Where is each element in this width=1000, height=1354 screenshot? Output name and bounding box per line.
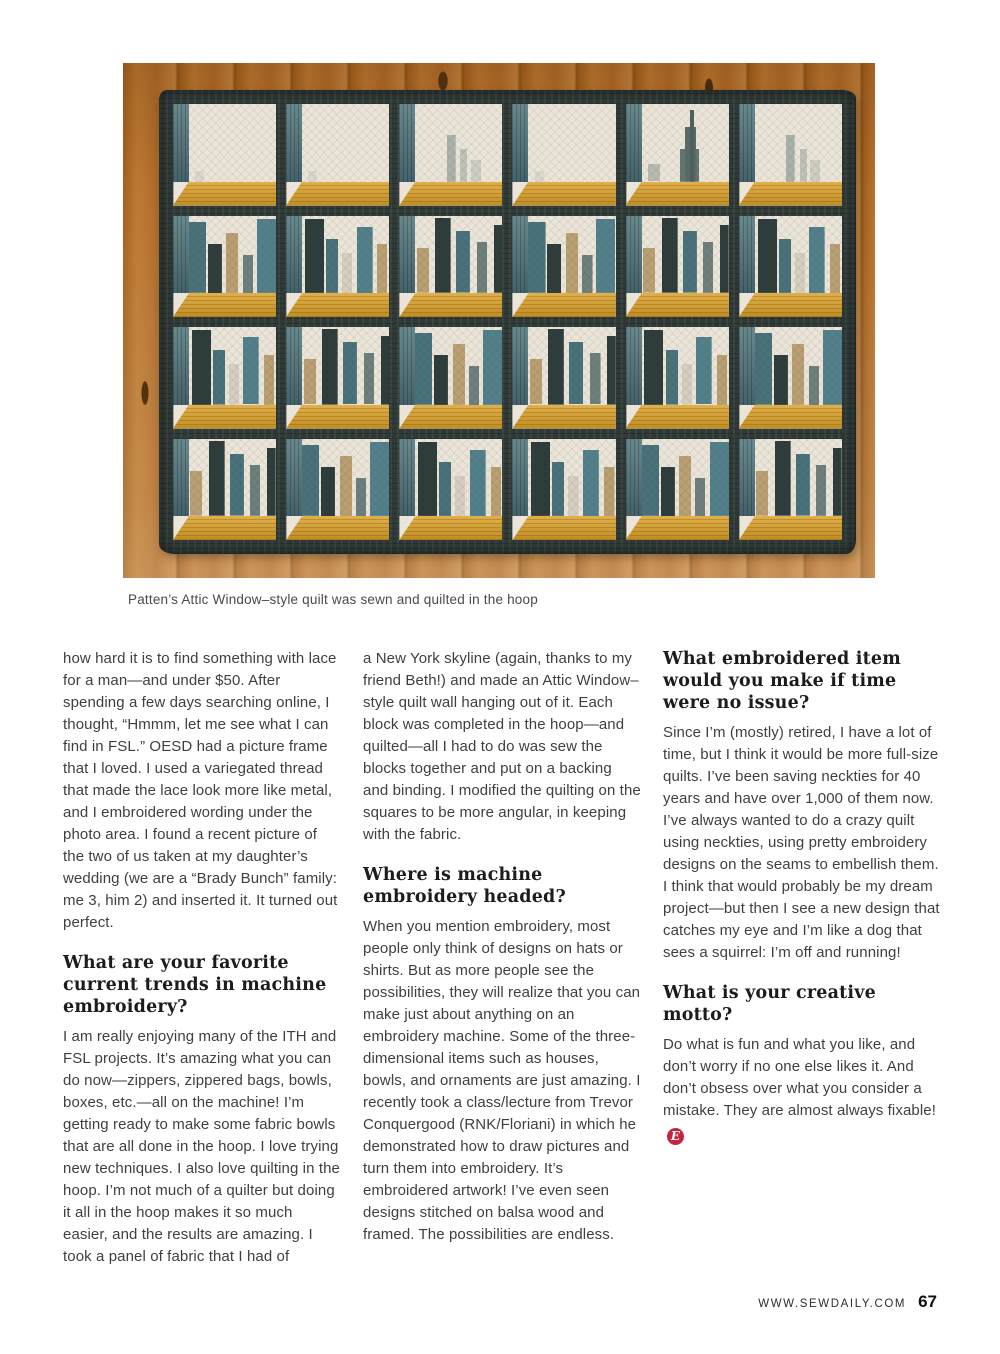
text-column-1 bbox=[63, 648, 341, 1268]
window-pane bbox=[528, 439, 615, 517]
window-frame-strip bbox=[512, 216, 528, 294]
window-frame-strip bbox=[512, 327, 528, 405]
window-sill-strip bbox=[512, 182, 615, 206]
wood-plank-background bbox=[123, 63, 875, 578]
window-pane bbox=[302, 104, 389, 182]
body-paragraph: Since I’m (mostly) retired, I have a lot of time, but I think it would be more full-size quilts. I’ve been saving neckties for 40 years and have over 1,000 of them now. I’ve always wanted to do a crazy quilt using neckties, using pretty embroidery designs on the seams to embellish them. I think that would probably be my dream project—but then I see a new design that catches my eye and I’m like a dog that sees a squirrel: I’m off and running! bbox=[663, 724, 940, 961]
quilt-block bbox=[399, 216, 502, 318]
question-heading: What is your creative motto? bbox=[663, 983, 876, 1025]
window-frame-strip bbox=[286, 439, 302, 517]
window-sill-strip bbox=[626, 405, 729, 429]
quilt-block bbox=[512, 327, 615, 429]
window-sill-strip bbox=[512, 516, 615, 540]
photo-caption: Patten’s Attic Window–style quilt was sewn and quilted in the hoop bbox=[128, 592, 538, 607]
quilt-block bbox=[399, 104, 502, 206]
window-frame-strip bbox=[739, 104, 755, 182]
window-frame-strip bbox=[739, 216, 755, 294]
window-sill-strip bbox=[173, 516, 276, 540]
window-frame-strip bbox=[399, 104, 415, 182]
window-pane bbox=[189, 439, 276, 517]
window-pane bbox=[415, 439, 502, 517]
window-sill-strip bbox=[286, 405, 389, 429]
window-frame-strip bbox=[626, 216, 642, 294]
window-frame-strip bbox=[173, 216, 189, 294]
window-pane bbox=[642, 104, 729, 182]
quilt-block bbox=[173, 216, 276, 318]
window-pane bbox=[415, 327, 502, 405]
window-sill-strip bbox=[739, 182, 842, 206]
quilt-block bbox=[173, 439, 276, 541]
window-frame-strip bbox=[626, 104, 642, 182]
window-sill-strip bbox=[173, 405, 276, 429]
window-sill-strip bbox=[512, 405, 615, 429]
window-frame-strip bbox=[512, 104, 528, 182]
quilt-block bbox=[626, 439, 729, 541]
window-pane bbox=[302, 327, 389, 405]
window-pane bbox=[189, 327, 276, 405]
window-sill-strip bbox=[739, 405, 842, 429]
window-frame-strip bbox=[512, 439, 528, 517]
quilt-block bbox=[739, 216, 842, 318]
quilt-block bbox=[739, 439, 842, 541]
window-pane bbox=[302, 439, 389, 517]
quilt-block bbox=[512, 439, 615, 541]
body-paragraph: I am really enjoying many of the ITH and FSL projects. It’s amazing what you can do now—zippers, zippered bags, bowls, boxes, etc.—all on the machine! I’m getting ready to make some fabric bowls that are all done in the hoop. I love trying new techniques. I also love quilting in the hoop. I’m not much of a quilter but doing it all in the hoop makes it so much easier, and the results are amazing. I took a panel of fabric that I had of bbox=[63, 1028, 340, 1265]
window-sill-strip bbox=[286, 182, 389, 206]
window-pane bbox=[528, 216, 615, 294]
body-paragraph bbox=[663, 1034, 941, 1145]
window-sill-strip bbox=[512, 293, 615, 317]
window-sill-strip bbox=[173, 293, 276, 317]
window-sill-strip bbox=[399, 182, 502, 206]
window-frame-strip bbox=[399, 216, 415, 294]
quilt-block bbox=[512, 216, 615, 318]
page-footer bbox=[758, 1292, 937, 1312]
quilt-block bbox=[739, 104, 842, 206]
body-paragraph: how hard it is to find something with lace for a man—and under $50. After spending a few days searching online, I thought, “Hmmm, let me see what I can find in FSL.” OESD had a picture frame that I loved. I used a variegated thread that made the lace look more like metal, and I embroidered wording under the photo area. I found a recent picture of the two of us taken at my daughter’s wedding (we are a “Brady Bunch” family: me 3, him 2) and inserted it. It turned out perfect. bbox=[63, 650, 338, 931]
quilt-block bbox=[626, 216, 729, 318]
attic-window-quilt bbox=[159, 90, 856, 554]
window-frame-strip bbox=[173, 439, 189, 517]
text-column-3 bbox=[663, 648, 941, 1145]
window-frame-strip bbox=[739, 439, 755, 517]
body-paragraph: When you mention embroidery, most people only think of designs on hats or shirts. But as more people see the possibilities, they will realize that you can make just about anything on an embroidery machine. Some of the three-dimensional items such as houses, bowls, and ornaments are just amazing. I recently took a class/lecture from Trevor Conquergood (RNK/Floriani) in which he demonstrated how to draw pictures and turn them into embroidery. It’s embroidered artwork! I’ve even seen designs stitched on balsa wood and framed. The possibilities are endless. bbox=[363, 918, 641, 1243]
window-pane bbox=[755, 104, 842, 182]
quilt-block bbox=[399, 327, 502, 429]
window-pane bbox=[755, 327, 842, 405]
question-heading: Where is machine embroidery headed? bbox=[363, 865, 566, 907]
window-pane bbox=[189, 104, 276, 182]
window-pane bbox=[528, 104, 615, 182]
window-frame-strip bbox=[626, 439, 642, 517]
window-frame-strip bbox=[286, 216, 302, 294]
page-number: 67 bbox=[918, 1292, 937, 1311]
window-frame-strip bbox=[173, 104, 189, 182]
window-pane bbox=[189, 216, 276, 294]
window-frame-strip bbox=[286, 327, 302, 405]
quilt-block bbox=[286, 439, 389, 541]
question-heading: What embroidered item would you make if time were no issue? bbox=[663, 649, 901, 713]
website-url: WWW.SEWDAILY.COM bbox=[758, 1298, 907, 1310]
quilt-block bbox=[286, 216, 389, 318]
window-frame-strip bbox=[173, 327, 189, 405]
quilt-block bbox=[739, 327, 842, 429]
window-pane bbox=[528, 327, 615, 405]
window-frame-strip bbox=[626, 327, 642, 405]
window-sill-strip bbox=[399, 293, 502, 317]
window-pane bbox=[415, 104, 502, 182]
body-paragraph: a New York skyline (again, thanks to my friend Beth!) and made an Attic Window–style quilt wall hanging out of it. Each block was completed in the hoop—and quilted—all I had to do was sew the blocks together and put on a backing and binding. I modified the quilting on the squares to be more angular, in keeping with the fabric. bbox=[363, 650, 641, 843]
window-frame-strip bbox=[399, 327, 415, 405]
window-sill-strip bbox=[286, 516, 389, 540]
quilt-block bbox=[173, 327, 276, 429]
text-column-2 bbox=[363, 648, 641, 1246]
window-pane bbox=[642, 439, 729, 517]
window-sill-strip bbox=[399, 405, 502, 429]
window-frame-strip bbox=[739, 327, 755, 405]
window-sill-strip bbox=[626, 293, 729, 317]
window-frame-strip bbox=[399, 439, 415, 517]
quilt-block bbox=[626, 327, 729, 429]
window-pane bbox=[755, 439, 842, 517]
window-pane bbox=[302, 216, 389, 294]
quilt-block bbox=[286, 104, 389, 206]
quilt-block bbox=[286, 327, 389, 429]
window-sill-strip bbox=[739, 293, 842, 317]
window-pane bbox=[642, 327, 729, 405]
window-sill-strip bbox=[286, 293, 389, 317]
motto-text: Do what is fun and what you like, and don’t worry if no one else likes it. And don’t obsess over what you consider a mistake. They are almost always fixable! bbox=[663, 1036, 936, 1119]
window-pane bbox=[415, 216, 502, 294]
quilt-grid bbox=[173, 104, 842, 540]
window-sill-strip bbox=[626, 182, 729, 206]
quilt-block bbox=[399, 439, 502, 541]
window-sill-strip bbox=[399, 516, 502, 540]
window-sill-strip bbox=[739, 516, 842, 540]
window-sill-strip bbox=[626, 516, 729, 540]
window-sill-strip bbox=[173, 182, 276, 206]
quilt-block bbox=[626, 104, 729, 206]
window-pane bbox=[755, 216, 842, 294]
quilt-photo bbox=[123, 63, 875, 578]
question-heading: What are your favorite current trends in machine embroidery? bbox=[63, 953, 327, 1017]
quilt-block bbox=[173, 104, 276, 206]
end-mark-icon: E bbox=[667, 1128, 684, 1145]
quilt-block bbox=[512, 104, 615, 206]
window-frame-strip bbox=[286, 104, 302, 182]
window-pane bbox=[642, 216, 729, 294]
